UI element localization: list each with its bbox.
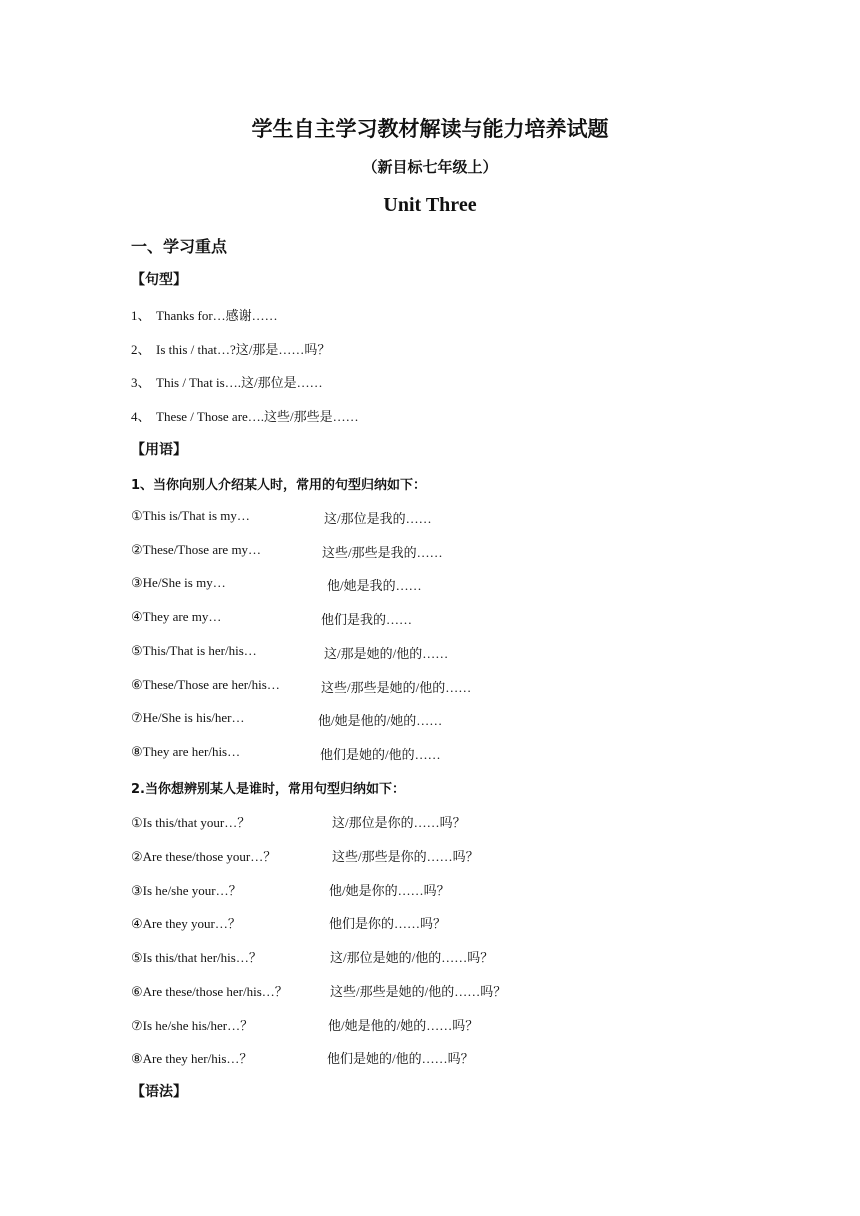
section-heading-study-focus: 一、学习重点 [131, 237, 228, 256]
identify-english: ①Is this/that your…？ [131, 815, 251, 830]
identify-english: ⑤Is this/that her/his…？ [131, 950, 262, 965]
intro-chinese: 他/她是我的…… [327, 578, 422, 593]
identify-english: ⑦Is he/she his/her…？ [131, 1018, 254, 1033]
pattern-text: These / Those are….这些/那些是…… [156, 409, 359, 424]
intro-heading: 1、当你向别人介绍某人时，常用的句型归纳如下： [131, 478, 427, 493]
pattern-number: 3、 [131, 375, 151, 390]
identify-chinese: 这/那位是你的……吗？ [332, 815, 466, 830]
identify-english: ②Are these/those your…？ [131, 849, 277, 864]
identify-english: ③Is he/she your…？ [131, 883, 242, 898]
intro-english: ②These/Those are my… [131, 542, 262, 557]
identify-chinese: 他们是她的/他的……吗？ [327, 1051, 474, 1066]
pattern-text: This / That is….这/那位是…… [156, 375, 323, 390]
pattern-text: Is this / that…?这/那是……吗？ [156, 342, 331, 357]
intro-chinese: 他们是她的/他的…… [320, 747, 441, 762]
pattern-item [131, 406, 359, 425]
identify-chinese: 这些/那些是她的/他的……吗？ [330, 984, 507, 999]
intro-english: ③He/She is my… [131, 575, 226, 590]
identify-english: ⑧Are they her/his…？ [131, 1051, 253, 1066]
intro-chinese: 这些/那些是我的…… [322, 545, 443, 560]
identify-english: ④Are they your…？ [131, 916, 241, 931]
pattern-number: 2、 [131, 342, 151, 357]
label-grammar: 【语法】 [131, 1084, 187, 1100]
intro-chinese: 他们是我的…… [321, 612, 413, 627]
intro-english: ⑦He/She is his/her… [131, 710, 245, 725]
identify-heading: 2.当你想辨别某人是谁时，常用句型归纳如下： [131, 782, 405, 797]
label-expressions: 【用语】 [131, 442, 187, 458]
document-title: 学生自主学习教材解读与能力培养试题 [251, 117, 609, 141]
label-sentence-patterns: 【句型】 [131, 272, 187, 288]
identify-chinese: 他/她是他的/她的……吗？ [328, 1018, 479, 1033]
pattern-text: Thanks for…感谢…… [156, 308, 278, 323]
intro-chinese: 这/那是她的/他的…… [324, 646, 449, 661]
intro-chinese: 他/她是他的/她的…… [318, 713, 443, 728]
intro-english: ④They are my… [131, 609, 222, 624]
unit-title: Unit Three [383, 194, 477, 216]
pattern-number: 4、 [131, 409, 151, 424]
intro-english: ①This is/That is my… [131, 508, 250, 523]
pattern-item [131, 339, 330, 358]
intro-chinese: 这些/那些是她的/他的…… [321, 680, 472, 695]
identify-chinese: 这些/那些是你的……吗？ [332, 849, 479, 864]
identify-chinese: 他们是你的……吗？ [329, 916, 447, 931]
identify-english: ⑥Are these/those her/his…？ [131, 984, 288, 999]
intro-english: ⑤This/That is her/his… [131, 643, 257, 658]
intro-english: ⑧They are her/his… [131, 744, 241, 759]
intro-chinese: 这/那位是我的…… [324, 511, 432, 526]
document-subtitle: （新目标七年级上） [362, 158, 498, 176]
identify-chinese: 这/那位是她的/他的……吗？ [330, 950, 494, 965]
pattern-item [131, 305, 278, 324]
pattern-number: 1、 [131, 308, 151, 323]
intro-english: ⑥These/Those are her/his… [131, 677, 280, 692]
identify-chinese: 他/她是你的……吗？ [329, 883, 450, 898]
pattern-item [131, 372, 323, 391]
